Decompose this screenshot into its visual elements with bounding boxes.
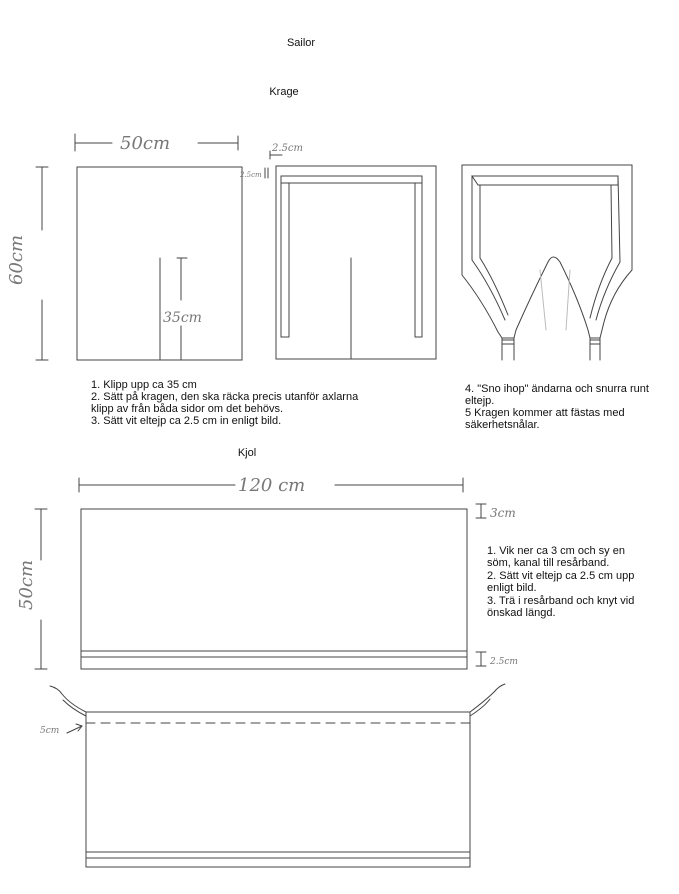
collar-tape-label-top: 2.5cm <box>272 143 303 154</box>
collar-panel-twisted <box>462 165 632 360</box>
skirt-step-line: 1. Vik ner ca 3 cm och sy en <box>487 545 625 557</box>
skirt-step-line: 3. Trä i resårband och knyt vid <box>487 595 635 607</box>
collar-height-label: 60cm <box>6 234 27 285</box>
skirt-heading: Kjol <box>237 447 257 459</box>
skirt-fold-label: 3cm <box>490 506 516 520</box>
skirt-step-line: söm, kanal till resårband. <box>487 557 610 569</box>
collar-step-line: säkerhetsnålar. <box>465 419 540 431</box>
skirt-width-label: 120 cm <box>238 475 306 496</box>
skirt-step-line: enligt bild. <box>487 582 537 594</box>
skirt-height-label: 50cm <box>16 559 37 610</box>
collar-panel-plain <box>36 134 242 360</box>
skirt-step-line: 2. Sätt vit eltejp ca 2.5 cm upp <box>487 570 635 582</box>
collar-slit-label: 35cm <box>163 310 202 326</box>
collar-step-line: 5 Kragen kommer att fästas med <box>465 407 625 419</box>
page-title: Sailor <box>286 37 316 49</box>
collar-step-line: 1. Klipp upp ca 35 cm <box>91 379 197 391</box>
collar-step-line: eltejp. <box>465 395 495 407</box>
collar-step-line: 3. Sätt vit eltejp ca 2.5 cm in enligt bild. <box>91 415 282 427</box>
skirt-panel-flat <box>35 478 486 669</box>
collar-step-line: 4. "Sno ihop" ändarna och snurra runt <box>465 383 649 395</box>
collar-step-line: klipp av från båda sidor om det behövs. <box>91 403 284 415</box>
collar-width-label: 50cm <box>120 133 171 154</box>
skirt-casing-label: 5cm <box>40 726 60 736</box>
collar-heading: Krage <box>269 86 299 98</box>
skirt-step-line: önskad längd. <box>487 607 556 619</box>
skirt-tape-label: 2.5cm <box>490 657 518 667</box>
collar-tape-label-side: 2.5cm <box>240 171 262 179</box>
skirt-panel-finished <box>50 684 505 867</box>
collar-step-line: 2. Sätt på kragen, den ska räcka precis utanför axlarna <box>91 391 359 403</box>
collar-panel-taped <box>265 151 436 359</box>
